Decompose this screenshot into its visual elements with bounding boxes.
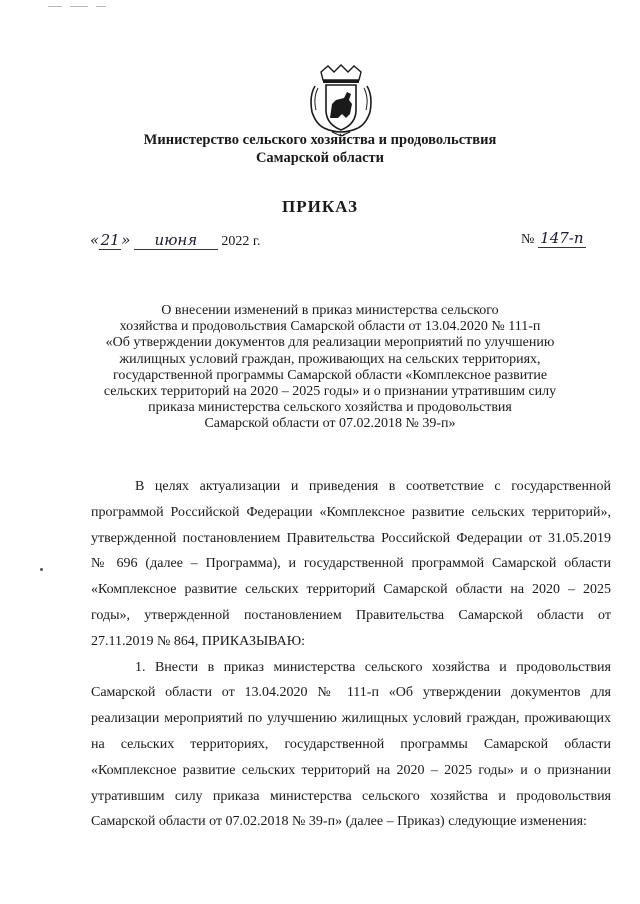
order-subject — [100, 303, 560, 433]
number-prefix: № — [521, 232, 535, 247]
ministry-line-2: Самарской области — [255, 150, 385, 166]
number-value: 147-п — [538, 229, 586, 248]
scan-artifact — [48, 6, 62, 7]
subject-line: Самарской области от 07.02.2018 № 39-п» — [204, 416, 456, 432]
scan-artifact — [96, 6, 106, 7]
subject-line: О внесении изменений в приказ министерства сельского — [161, 303, 499, 318]
subject-line: сельских территорий на 2020 – 2025 годы» и о признании утратившим силу — [103, 384, 557, 400]
subject-line: приказа министерства сельского хозяйства и продовольствия — [148, 400, 512, 416]
order-body — [91, 474, 611, 835]
preamble-paragraph: В целях актуализации и приведения в соответствие с государственной программой Российской Федерации «Комплексное развитие сельских территорий», утвержденной постановлением Правительства Российской Федерации от 31.05.2019 № 696 (далее – Программа), и государственной программой Самарской области «Комплексное развитие сельских территорий Самарской области на 2020 – 2025 годы», утвержденной постановлением Правительства Самарской области от 27.11.2019 № 864, ПРИКАЗЫВАЮ: — [91, 479, 611, 649]
subject-line: «Об утверждении документов для реализации мероприятий по улучшению — [105, 335, 555, 351]
scan-artifact — [70, 6, 88, 7]
subject-line: хозяйства и продовольствия Самарской области от 13.04.2020 № 111-п — [119, 319, 541, 335]
date-month: июня — [134, 231, 218, 250]
order-date — [90, 231, 261, 250]
subject-line: государственной программы Самарской области «Комплексное развитие — [112, 367, 548, 383]
date-year: 2022 г. — [221, 234, 261, 249]
subject-line: жилищных условий граждан, проживающих на сельских территориях, — [119, 351, 541, 367]
clause-1-paragraph: 1. Внести в приказ министерства сельского хозяйства и продовольствия Самарской области от 13.04.2020 № 111-п «Об утверждении документов для реализации мероприятий по улучшению жилищных условий граждан, проживающих на сельских территориях, государственной программы Самарской области «Комплексное развитие сельских территорий на 2020 – 2025 годы» и о признании утратившим силу приказа министерства сельского хозяйства и продовольствия Самарской области от 07.02.2018 № 39-п» (далее – Приказ) следующие изменения: — [91, 659, 611, 830]
date-open-quote: « — [90, 231, 100, 249]
scan-speck — [40, 568, 43, 571]
order-number — [521, 229, 586, 248]
document-title: ПРИКАЗ — [282, 197, 358, 216]
date-day: 21 — [100, 231, 120, 249]
date-close-quote: » — [121, 231, 131, 249]
ministry-name — [0, 131, 640, 167]
ministry-line-1: Министерство сельского хозяйства и продовольствия — [143, 132, 497, 148]
coat-of-arms-icon — [306, 64, 376, 138]
